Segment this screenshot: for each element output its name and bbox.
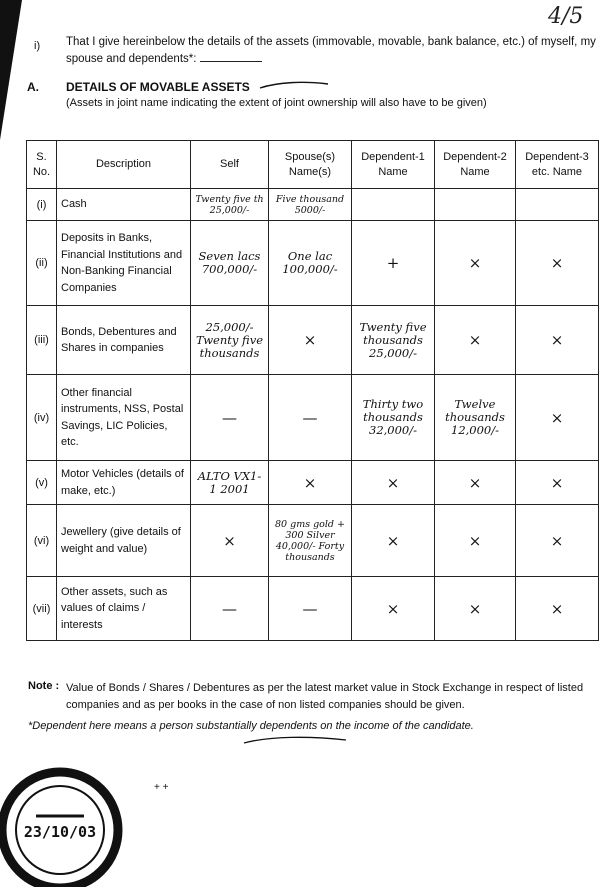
row-sno: (v) <box>27 461 57 505</box>
header-dependent-3: Dependent-3 etc. Name <box>516 141 599 189</box>
spouse-value: Five thousand 5000/- <box>269 189 352 221</box>
dependent-3-value: × <box>516 306 599 375</box>
self-value: ALTO VX1-1 2001 <box>191 461 269 505</box>
section-title: DETAILS OF MOVABLE ASSETS <box>66 80 250 94</box>
spouse-value: × <box>269 461 352 505</box>
row-sno: (iv) <box>27 375 57 461</box>
pen-stroke <box>258 78 330 94</box>
dependent-1-value: × <box>352 505 435 577</box>
table-row <box>27 505 599 577</box>
dependent-3-value <box>516 189 599 221</box>
header-dependent-1: Dependent-1 Name <box>352 141 435 189</box>
dependent-1-value: Thirty two thousands 32,000/- <box>352 375 435 461</box>
header-description: Description <box>57 141 191 189</box>
dependent-1-value <box>352 189 435 221</box>
dependent-1-value: × <box>352 577 435 641</box>
dependent-1-value: × <box>352 461 435 505</box>
self-value: — <box>191 375 269 461</box>
page-number: 4/5 <box>548 4 584 29</box>
dependent-2-value: × <box>435 221 516 306</box>
dependent-3-value: × <box>516 505 599 577</box>
row-sno: (vi) <box>27 505 57 577</box>
row-description: Motor Vehicles (details of make, etc.) <box>57 461 191 505</box>
self-value: — <box>191 577 269 641</box>
dependent-footnote: *Dependent here means a person substantially dependents on the income of the candidate. <box>28 720 474 732</box>
paragraph-marker: i) <box>34 40 41 52</box>
table-row <box>27 577 599 641</box>
header-dependent-2: Dependent-2 Name <box>435 141 516 189</box>
spouse-value: — <box>269 375 352 461</box>
scan-shadow <box>0 0 22 140</box>
movable-assets-table <box>26 140 599 641</box>
row-description: Cash <box>57 189 191 221</box>
header-self: Self <box>191 141 269 189</box>
dependent-2-value: Twelve thousands 12,000/- <box>435 375 516 461</box>
note-label: Note : <box>28 680 60 692</box>
self-value: 25,000/- Twenty five thousands <box>191 306 269 375</box>
row-sno: (vii) <box>27 577 57 641</box>
dependent-1-value: Twenty five thousands 25,000/- <box>352 306 435 375</box>
table-row <box>27 375 599 461</box>
dependent-3-value: × <box>516 221 599 306</box>
intro-statement <box>66 34 596 68</box>
dependent-3-value: × <box>516 461 599 505</box>
row-description: Other financial instruments, NSS, Postal Savings, LIC Policies, etc. <box>57 375 191 461</box>
blank-line <box>200 51 262 62</box>
dependent-1-value: + <box>352 221 435 306</box>
header-spouse: Spouse(s) Name(s) <box>269 141 352 189</box>
table-row <box>27 461 599 505</box>
table-row <box>27 189 599 221</box>
dependent-3-value: × <box>516 375 599 461</box>
row-sno: (iii) <box>27 306 57 375</box>
row-description: Bonds, Debentures and Shares in companies <box>57 306 191 375</box>
row-description: Deposits in Banks, Financial Institutions and Non-Banking Financial Companies <box>57 221 191 306</box>
row-description: Jewellery (give details of weight and value) <box>57 505 191 577</box>
intro-text: That I give hereinbelow the details of the assets (immovable, movable, bank balance, etc.) of myself, my spouse and dependents*: <box>66 36 596 65</box>
dependent-3-value: × <box>516 577 599 641</box>
row-description: Other assets, such as values of claims / interests <box>57 577 191 641</box>
self-value: Seven lacs 700,000/- <box>191 221 269 306</box>
table-row <box>27 306 599 375</box>
note-text: Value of Bonds / Shares / Debentures as per the latest market value in Stock Exchange in respect of listed companies and as per books in the case of non listed companies should be given. <box>66 682 584 711</box>
self-value: × <box>191 505 269 577</box>
section-subtitle: (Assets in joint name indicating the extent of joint ownership will also have to be given) <box>66 97 487 109</box>
row-sno: (ii) <box>27 221 57 306</box>
dependent-2-value: × <box>435 461 516 505</box>
row-sno: (i) <box>27 189 57 221</box>
pen-underline <box>240 734 350 748</box>
dependent-2-value: × <box>435 577 516 641</box>
stray-marks: + + <box>154 782 169 793</box>
header-sno: S. No. <box>27 141 57 189</box>
spouse-value: × <box>269 306 352 375</box>
seal-date: 23/10/03 <box>23 823 97 841</box>
spouse-value: 80 gms gold + 300 Silver 40,000/- Forty thousands <box>269 505 352 577</box>
section-letter: A. <box>27 80 39 94</box>
official-seal <box>0 738 135 887</box>
spouse-value: One lac 100,000/- <box>269 221 352 306</box>
dependent-2-value <box>435 189 516 221</box>
dependent-2-value: × <box>435 505 516 577</box>
self-value: Twenty five th 25,000/- <box>191 189 269 221</box>
dependent-2-value: × <box>435 306 516 375</box>
table-row <box>27 221 599 306</box>
table-header-row <box>27 141 599 189</box>
spouse-value: — <box>269 577 352 641</box>
